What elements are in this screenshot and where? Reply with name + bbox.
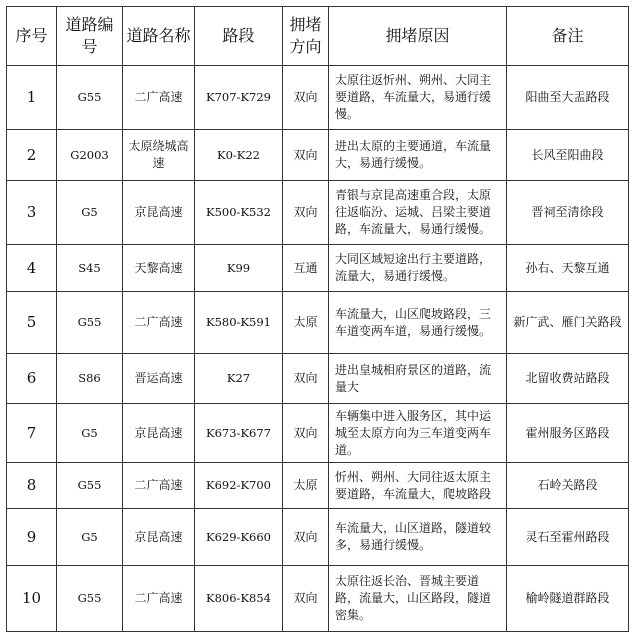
cell-direction: 双向 — [283, 181, 329, 245]
cell-road-name: 二广高速 — [123, 566, 195, 632]
table-row — [7, 354, 629, 404]
cell-index: 9 — [7, 509, 57, 566]
cell-direction: 太原 — [283, 463, 329, 509]
cell-road-code: G55 — [57, 66, 123, 130]
cell-index: 2 — [7, 130, 57, 181]
cell-reason: 忻州、朔州、大同往返太原主要道路，车流量大，爬坡路段 — [329, 463, 507, 509]
cell-segment: K99 — [195, 245, 283, 292]
table-row — [7, 463, 629, 509]
cell-note: 北留收费站路段 — [507, 354, 629, 404]
cell-segment: K692-K700 — [195, 463, 283, 509]
table-row — [7, 509, 629, 566]
cell-reason: 车流量大，山区爬坡路段，三车道变两车道，易通行缓慢。 — [329, 292, 507, 354]
cell-note: 孙右、天黎互通 — [507, 245, 629, 292]
table-container — [6, 6, 629, 632]
cell-direction: 双向 — [283, 404, 329, 463]
cell-direction: 太原 — [283, 292, 329, 354]
header-direction: 拥堵方向 — [283, 7, 329, 66]
header-note: 备注 — [507, 7, 629, 66]
cell-index: 3 — [7, 181, 57, 245]
congestion-table — [6, 6, 629, 632]
cell-road-name: 太原绕城高速 — [123, 130, 195, 181]
cell-reason: 进出太原的主要通道，车流量大，易通行缓慢。 — [329, 130, 507, 181]
cell-road-code: G55 — [57, 566, 123, 632]
cell-direction: 双向 — [283, 354, 329, 404]
cell-road-code: G55 — [57, 463, 123, 509]
cell-reason: 太原往返长治、晋城主要道路，流量大，山区路段，隧道密集。 — [329, 566, 507, 632]
cell-reason: 青银与京昆高速重合段，太原往返临汾、运城、吕梁主要道路，车流量大，易通行缓慢。 — [329, 181, 507, 245]
cell-road-code: G5 — [57, 181, 123, 245]
header-segment: 路段 — [195, 7, 283, 66]
cell-road-name: 京昆高速 — [123, 509, 195, 566]
cell-road-name: 京昆高速 — [123, 404, 195, 463]
cell-reason: 车辆集中进入服务区，其中运城至太原方向为三车道变两车道。 — [329, 404, 507, 463]
cell-segment: K580-K591 — [195, 292, 283, 354]
header-road-code: 道路编号 — [57, 7, 123, 66]
cell-road-code: G2003 — [57, 130, 123, 181]
cell-reason: 大同区域短途出行主要道路，流量大，易通行缓慢。 — [329, 245, 507, 292]
cell-index: 7 — [7, 404, 57, 463]
cell-note: 石岭关路段 — [507, 463, 629, 509]
cell-note: 霍州服务区路段 — [507, 404, 629, 463]
cell-road-name: 京昆高速 — [123, 181, 195, 245]
table-row — [7, 130, 629, 181]
cell-segment: K673-K677 — [195, 404, 283, 463]
header-road-name: 道路名称 — [123, 7, 195, 66]
cell-direction: 双向 — [283, 66, 329, 130]
cell-segment: K707-K729 — [195, 66, 283, 130]
cell-note: 晋祠至清徐段 — [507, 181, 629, 245]
table-row — [7, 566, 629, 632]
cell-index: 5 — [7, 292, 57, 354]
header-index: 序号 — [7, 7, 57, 66]
cell-index: 1 — [7, 66, 57, 130]
cell-direction: 双向 — [283, 509, 329, 566]
cell-road-code: G5 — [57, 509, 123, 566]
cell-note: 新广武、雁门关路段 — [507, 292, 629, 354]
cell-road-code: S45 — [57, 245, 123, 292]
cell-road-name: 晋运高速 — [123, 354, 195, 404]
cell-index: 10 — [7, 566, 57, 632]
table-row — [7, 292, 629, 354]
cell-direction: 互通 — [283, 245, 329, 292]
cell-road-name: 天黎高速 — [123, 245, 195, 292]
cell-index: 4 — [7, 245, 57, 292]
table-row — [7, 66, 629, 130]
header-reason: 拥堵原因 — [329, 7, 507, 66]
cell-index: 6 — [7, 354, 57, 404]
cell-road-name: 二广高速 — [123, 292, 195, 354]
cell-road-name: 二广高速 — [123, 66, 195, 130]
cell-index: 8 — [7, 463, 57, 509]
cell-road-code: G55 — [57, 292, 123, 354]
header-row — [7, 7, 629, 66]
cell-note: 榆岭隧道群路段 — [507, 566, 629, 632]
table-row — [7, 245, 629, 292]
cell-segment: K500-K532 — [195, 181, 283, 245]
cell-note: 灵石至霍州路段 — [507, 509, 629, 566]
cell-reason: 太原往返忻州、朔州、大同主要道路，车流量大，易通行缓慢。 — [329, 66, 507, 130]
cell-road-code: S86 — [57, 354, 123, 404]
cell-segment: K629-K660 — [195, 509, 283, 566]
table-row — [7, 181, 629, 245]
cell-road-name: 二广高速 — [123, 463, 195, 509]
cell-direction: 双向 — [283, 130, 329, 181]
table-row — [7, 404, 629, 463]
cell-direction: 双向 — [283, 566, 329, 632]
cell-note: 长风至阳曲段 — [507, 130, 629, 181]
cell-segment: K27 — [195, 354, 283, 404]
cell-road-code: G5 — [57, 404, 123, 463]
cell-segment: K0-K22 — [195, 130, 283, 181]
cell-note: 阳曲至大盂路段 — [507, 66, 629, 130]
cell-reason: 进出皇城相府景区的道路，流量大 — [329, 354, 507, 404]
cell-reason: 车流量大，山区道路，隧道较多，易通行缓慢。 — [329, 509, 507, 566]
cell-segment: K806-K854 — [195, 566, 283, 632]
